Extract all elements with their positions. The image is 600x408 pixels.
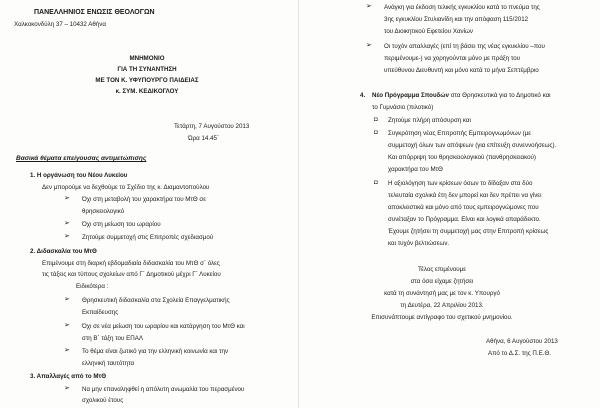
item1-text: Δεν μπορούμε να δεχθούμε το Σχέδιο της κ. Διαμαντοπούλου <box>42 184 210 191</box>
item4-title-rest: στα Θρησκευτικά για το Δημοτικό και <box>448 92 551 99</box>
closing-line2: στα όσα είχαμε ζητήσει <box>410 278 474 285</box>
item1-bullet1-line1: Όχι στη μεταβολή του χαρακτήρα του ΜτΘ σε <box>82 196 207 203</box>
org-name: ΠΑΝΕΛΛΗΝΙΟΣ ΕΝΩΣΙΣ ΘΕΟΛΟΓΩΝ <box>34 9 155 16</box>
item4-bullet2-line2: συμμετοχή όλων των απόψεων (για επίτευξη συνεννοήσεως). <box>388 142 557 149</box>
arrow-bullet-icon: ➢ <box>366 42 372 49</box>
item4-bullet3-line5: Έχουμε ζητήσει τη συμμετοχή μας στην Επιτροπή κρίσεως <box>388 228 549 235</box>
arrow-bullet-icon: ➢ <box>64 296 70 303</box>
right-bullet1-line2: 3ης εγκυκλίου Στυλιανίδη και την απόφαση 115/2012 <box>384 16 529 23</box>
item1-bullet3: Ζητούμε συμμετοχή στις Επιτροπές σχεδιασμού <box>82 234 214 241</box>
arrow-bullet-icon: ➢ <box>64 385 70 392</box>
item2-text-line2: τις τάξεις και τύπους σχολείων από Γ΄ Δημοτικού μέχρι Γ΄ Λυκείου <box>42 271 221 278</box>
memo-title-line4: κ. ΣΥΜ. ΚΕΔΙΚΟΓΛΟΥ <box>115 88 179 95</box>
item2-subheading: Ειδικότερα : <box>76 283 109 290</box>
item1-bullet2: Όχι στη μείωση του ωραρίου <box>82 221 161 228</box>
item3-title: 3. Απαλλαγές από το ΜτΘ <box>30 373 107 380</box>
item3-bullet1-line1: Να μην επαναληφθεί η απόλυτη ανωμαλία του περασμένου <box>82 386 245 393</box>
arrow-bullet-icon: ➢ <box>64 233 70 240</box>
item2-title: 2. Διδασκαλία του ΜτΘ <box>30 248 97 255</box>
arrow-bullet-icon: ➢ <box>64 322 70 329</box>
meeting-date: Τετάρτη, 7 Αυγούστου 2013 <box>174 123 250 130</box>
arrow-bullet-icon: ➢ <box>366 3 372 10</box>
item4-title: Νέο Πρόγραμμα Σπουδών <box>372 92 449 99</box>
right-bullet2-line2: περιμένουμε-) να χορηγούνται μόνο με πράξη του <box>384 55 521 62</box>
right-bullet2-line3: υπεύθυνου Διευθυντή και μόνο κατά το μήνα Σεπτέμβριο <box>384 67 539 74</box>
meeting-time: Ώρα 14.45΄ <box>188 135 220 142</box>
closing-line1: Τέλος επιμένουμε <box>418 266 466 273</box>
item4-line2: το Γυμνάσιο (πιλοτικό) <box>372 104 434 111</box>
item4-bullet2-line1: Συγκρότηση νέας Επιτροπής Εμπειρογνωμόνων (με <box>388 130 531 137</box>
item4-bullet3-line4: συνέταξαν το Πρόγραμμα. Είναι και λογικά απαράδεκτο. <box>388 216 541 223</box>
item4-bullet2-line4: χαρακτήρα του ΜτΘ <box>388 166 443 173</box>
item1-title: 1. Η οργάνωση του Νέου Λυκείου <box>30 172 128 179</box>
square-bullet-icon: ◘ <box>374 180 378 186</box>
closing-line3: κατά τη συνάντησή μας με τον κ. Υπουργό <box>384 290 500 297</box>
square-bullet-icon: ◘ <box>374 130 378 136</box>
memo-title-line1: ΜΝΗΜΟΝΙΟ <box>129 55 165 62</box>
square-bullet-icon: ◘ <box>374 117 378 123</box>
right-bullet2-line1: Οι τυχόν απαλλαγές (επί τη βάσει της νέας εγκυκλίου –που <box>384 43 545 50</box>
signature-from: Από το Δ.Σ. της Π.Ε.Θ. <box>488 350 551 357</box>
org-address: Χαλκοκονδύλη 37 – 10432 Αθήνα <box>14 21 106 28</box>
arrow-bullet-icon: ➢ <box>64 220 70 227</box>
closing-line5: Επισυνάπτουμε αντίγραφο του σχετικού μνημονίου. <box>371 314 513 321</box>
item4-number: 4. <box>360 92 366 99</box>
item2-bullet1-line1: Θρησκευτική διδασκαλία στα Σχολεία Επαγγελματικής <box>82 297 230 304</box>
item4-bullet1: Ζητούμε πλήρη απόσυρση και <box>388 117 471 124</box>
item2-bullet2-line1: Όχι σε νέα μείωση του ωραρίου και κατάργηση του ΜτΘ και <box>82 323 245 330</box>
item4-bullet3-line3: αποκλειστικά και μόνο από τους εμπειρογνώμονες που <box>388 204 539 211</box>
item2-bullet3-line1: Το θέμα είναι ζωτικό για την ελληνική κοινωνία και την <box>82 348 229 355</box>
item4-bullet3-line6: και τυχόν βελτιώσεων. <box>388 240 450 247</box>
item1-bullet1-line2: θρησκειολογικό <box>82 208 125 215</box>
closing-line4: τη Δευτέρα, 22 Απριλίου 2013. <box>400 302 484 309</box>
page-fold <box>298 0 299 408</box>
memo-title-line3: ΜΕ ΤΟΝ Κ. ΥΦΥΠΟΥΡΓΟ ΠΑΙΔΕΙΑΣ <box>95 77 199 84</box>
item2-bullet3-line2: ελληνική ταυτότητα <box>82 360 135 367</box>
item4-heading <box>372 92 551 100</box>
memo-title-line2: ΓΙΑ ΤΗ ΣΥΝΑΝΤΗΣΗ <box>117 66 177 73</box>
signature-place-date: Αθήνα, 6 Αυγούστου 2013 <box>486 338 558 345</box>
item3-bullet1-line2: σχολικού έτους <box>82 397 124 404</box>
item4-bullet3-line1: Η αξιολόγηση των κρίσεων όσων το δίδαξαν στα δύο <box>388 180 533 187</box>
arrow-bullet-icon: ➢ <box>64 347 70 354</box>
arrow-bullet-icon: ➢ <box>64 195 70 202</box>
item4-bullet2-line3: Και απόρριψη του θρησκειολογικού (πανθρησκειακού) <box>388 154 536 161</box>
right-bullet1-line3: του Διοικητικού Εφετείου Χανίων <box>384 28 473 35</box>
right-bullet1-line1: Ανάγκη για έκδοση τελικής εγκυκλίου κατά το πνεύμα της <box>384 4 540 11</box>
section-heading: Βασικά θέματα επείγουσας αντιμετώπισης <box>16 155 147 162</box>
item4-bullet3-line2: τελευταία σχολικά έτη δεν μπορεί και δεν πρέπει να γίνει <box>388 192 542 199</box>
item2-text-line1: Επιμένουμε στη διαρκή εβδομαδιαία διδασκαλία του ΜτΘ σ΄ όλες <box>42 260 220 267</box>
item2-bullet1-line2: Εκπαίδευσης <box>82 309 119 316</box>
item2-bullet2-line2: στη Β΄ τάξη του ΕΠΑΛ <box>82 335 143 342</box>
